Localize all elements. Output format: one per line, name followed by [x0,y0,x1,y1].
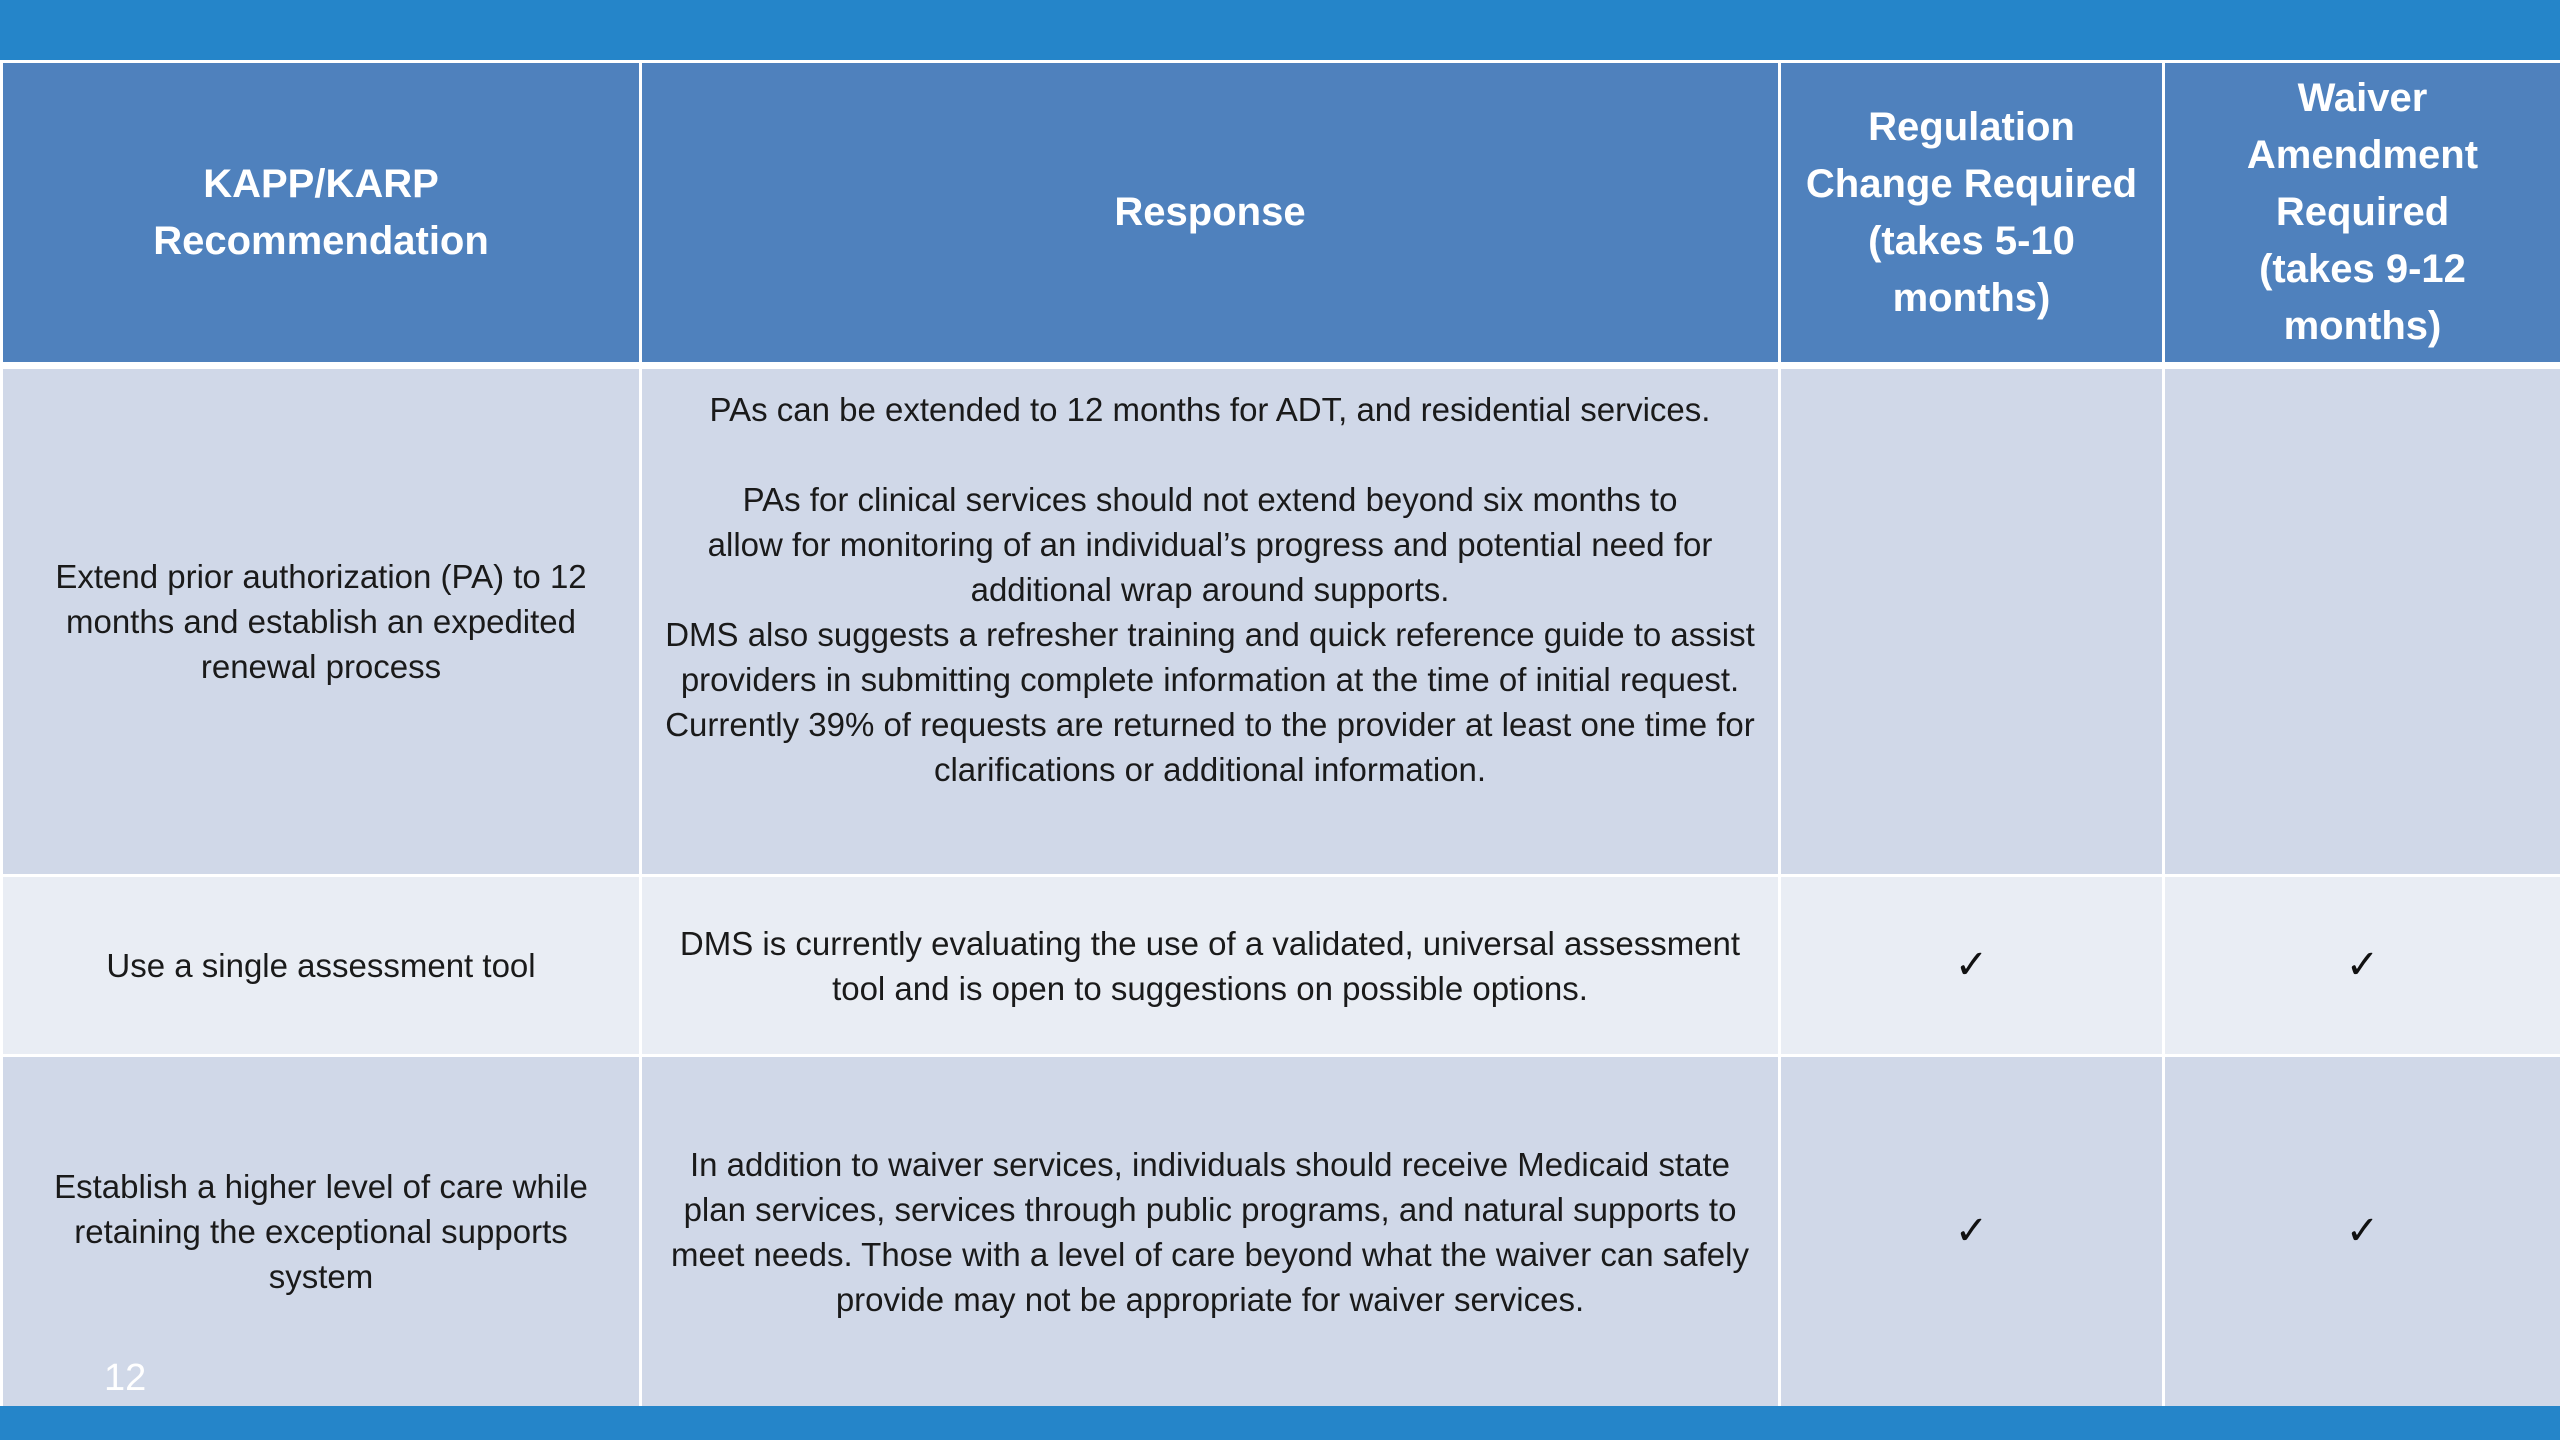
table-row [2,1056,2560,1408]
checkmark-icon: ✓ [2345,1207,2380,1254]
response-cell [641,366,1780,876]
response-paragraph: PAs for clinical services should not extend beyond six months to allow for monitoring of an individual’s progress and potential need for additional wrap around supports. [707,481,1713,608]
recommendation-cell: Establish a higher level of care while retaining the exceptional supports system [2,1056,641,1408]
page-number: 12 [104,1357,147,1399]
table-row [2,366,2560,876]
regulation-change-cell [1780,1056,2164,1408]
waiver-amendment-cell [2164,1056,2560,1408]
response-paragraph: PAs can be extended to 12 months for ADT, and residential services. [709,391,1711,428]
checkmark-icon: ✓ [1954,1207,1989,1254]
checkmark-icon: ✓ [1954,941,1989,988]
regulation-change-cell [1780,366,2164,876]
waiver-amendment-cell [2164,876,2560,1056]
header-waiver-amendment: Waiver Amendment Required (takes 9-12 months) [2164,62,2560,366]
checkmark-icon: ✓ [2345,941,2380,988]
top-accent-band [0,0,2560,60]
recommendation-cell: Use a single assessment tool [2,876,641,1056]
response-paragraph: DMS also suggests a refresher training and quick reference guide to assist providers in submitting complete information at the time of initial request. Currently 39% of requests are returned to the provider at least one time for clarifications or additional information. [665,616,1755,788]
header-response: Response [641,62,1780,366]
waiver-amendment-cell [2164,366,2560,876]
recommendation-table [0,60,2560,1409]
header-recommendation: KAPP/KARP Recommendation [2,62,641,366]
response-cell: In addition to waiver services, individuals should receive Medicaid state plan services, services through public programs, and natural supports to meet needs. Those with a level of care beyond what the waiver can safely provide may not be appropriate for waiver services. [641,1056,1780,1408]
recommendation-cell: Extend prior authorization (PA) to 12 months and establish an expedited renewal process [2,366,641,876]
table-header-row [2,62,2560,366]
paragraph-gap [664,432,1756,477]
bottom-accent-band [0,1406,2560,1440]
regulation-change-cell [1780,876,2164,1056]
table-row [2,876,2560,1056]
response-cell: DMS is currently evaluating the use of a validated, universal assessment tool and is open to suggestions on possible options. [641,876,1780,1056]
header-regulation-change: Regulation Change Required (takes 5-10 months) [1780,62,2164,366]
